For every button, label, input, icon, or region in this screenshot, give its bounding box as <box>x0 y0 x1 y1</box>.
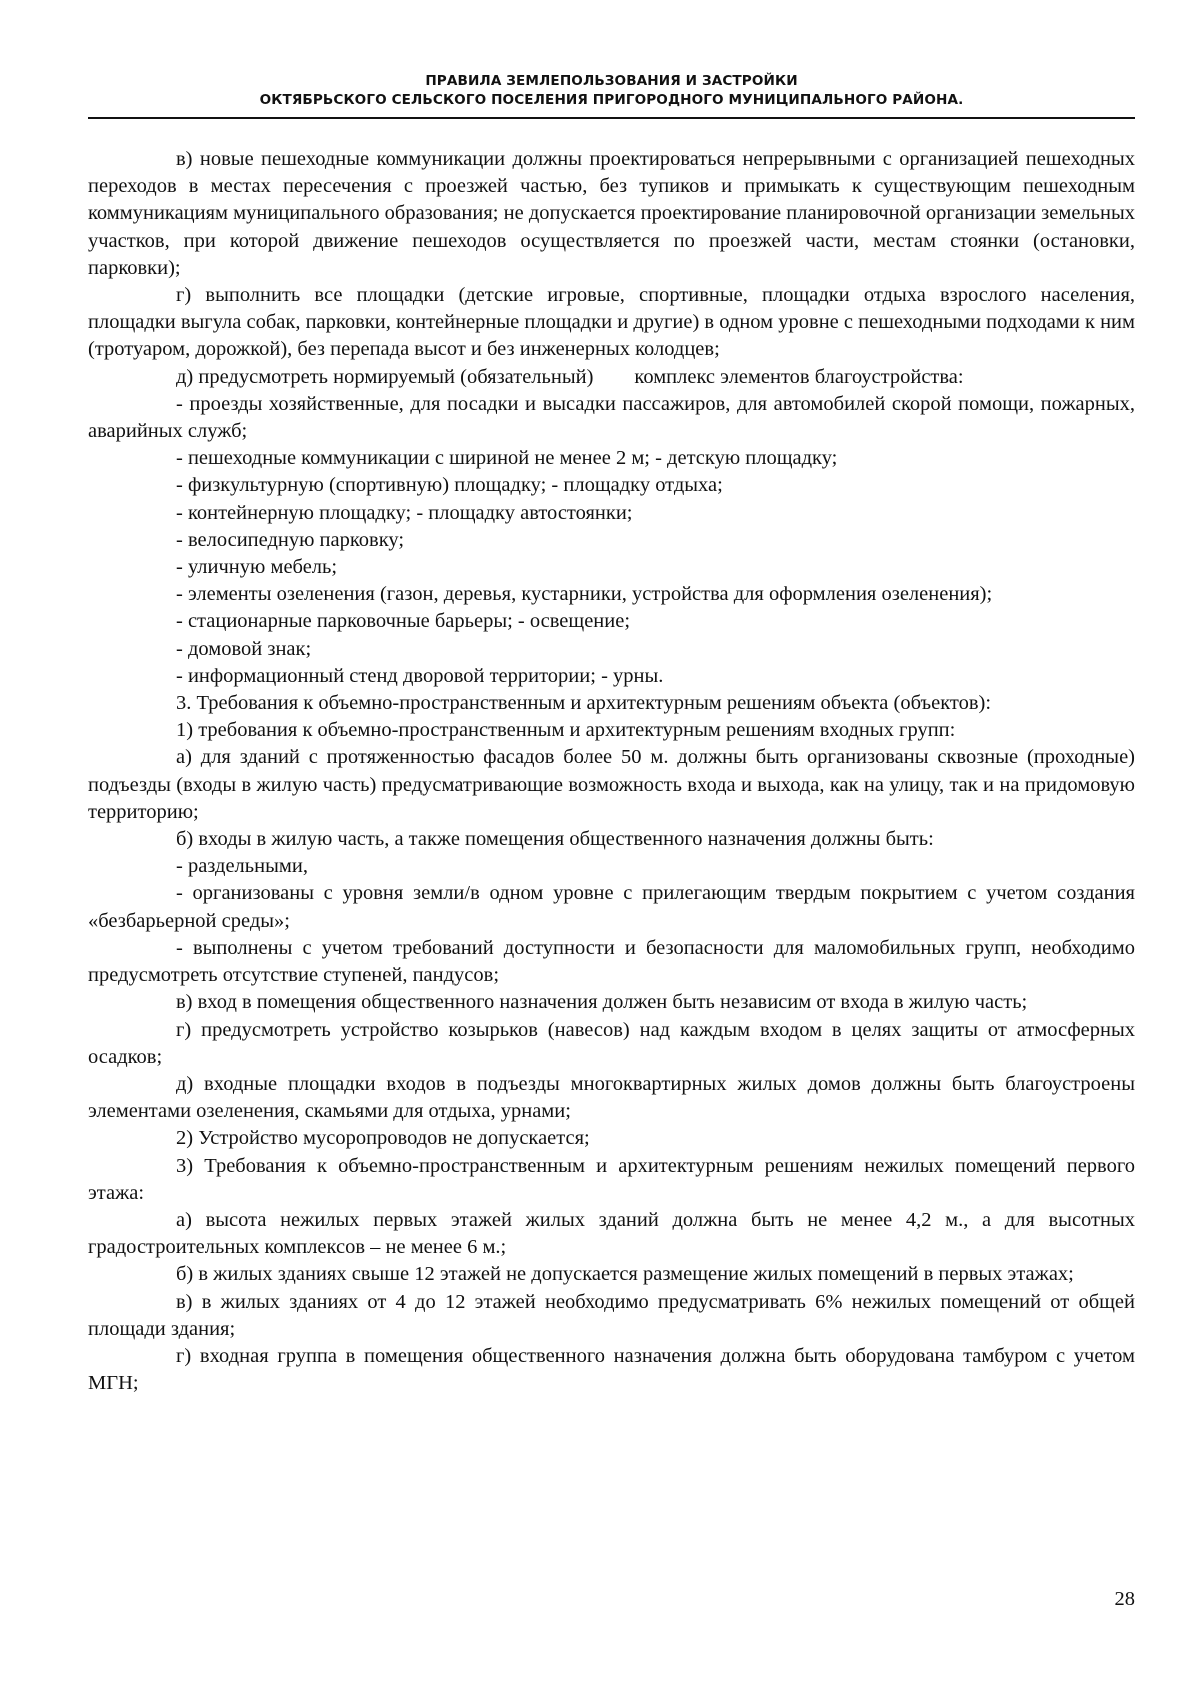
paragraph: д) входные площадки входов в подъезды многоквартирных жилых домов должны быть благоустроены элементами озеленения, скамьями для отдыха, урнами; <box>88 1072 1135 1123</box>
paragraph: г) предусмотреть устройство козырьков (навесов) над каждым входом в целях защиты от атмосферных осадков; <box>88 1018 1135 1068</box>
list-item: - организованы с уровня земли/в одном уровне с прилегающим твердым покрытием с учетом создания «безбарьерной среды»; <box>88 882 1135 932</box>
list-item: - пешеходные коммуникации с шириной не менее 2 м; - детскую площадку; <box>176 447 838 470</box>
paragraph: г) выполнить все площадки (детские игровые, спортивные, площадки отдыха взрослого населения, площадки выгула собак, парковки, контейнерные площадки и другие) в одном уровне с пешеходными подходами к ним (тротуаром, дорожкой), без перепада высот и без инженерных колодцев; <box>88 284 1135 361</box>
page-header <box>88 72 1135 110</box>
list-item: - домовой знак; <box>176 637 312 660</box>
list-item: - выполнены с учетом требований доступности и безопасности для маломобильных групп, необходимо предусмотреть отсутствие ступеней, пандусов; <box>88 936 1135 987</box>
paragraph: 2) Устройство мусоропроводов не допускается; <box>176 1127 590 1150</box>
section-heading: 3. Требования к объемно-пространственным и архитектурным решениям объекта (объектов): <box>176 692 992 715</box>
paragraph: б) в жилых зданиях свыше 12 этажей не допускается размещение жилых помещений в первых этажах; <box>176 1263 1074 1286</box>
paragraph: б) входы в жилую часть, а также помещения общественного назначения должны быть: <box>176 828 934 851</box>
document-body <box>88 146 1135 1397</box>
paragraph: а) для зданий с протяженностью фасадов более 50 м. должны быть организованы сквозные (проходные) подъезды (входы в жилую часть) предусматривающие возможность входа и выхода, как на улицу, так и на придомовую территорию; <box>88 746 1135 823</box>
paragraph: а) высота нежилых первых этажей жилых зданий должна быть не менее 4,2 м., а для высотных градостроительных комплексов – не менее 6 м.; <box>88 1208 1135 1259</box>
paragraph: 1) требования к объемно-пространственным и архитектурным решениям входных групп: <box>176 719 956 742</box>
header-line-2: ОКТЯБРЬСКОГО СЕЛЬСКОГО ПОСЕЛЕНИЯ ПРИГОРОДНОГО МУНИЦИПАЛЬНОГО РАЙОНА. <box>259 92 964 108</box>
list-item: - уличную мебель; <box>176 556 338 579</box>
list-item: - велосипедную парковку; <box>176 528 405 551</box>
header-divider <box>88 117 1135 119</box>
list-item: - стационарные парковочные барьеры; - освещение; <box>176 610 631 633</box>
paragraph: в) вход в помещения общественного назначения должен быть независим от входа в жилую часть; <box>176 991 1028 1014</box>
list-item: - элементы озеленения (газон, деревья, кустарники, устройства для оформления озеленения); <box>176 583 993 606</box>
list-item: - информационный стенд дворовой территории; - урны. <box>176 664 664 687</box>
header-line-1: ПРАВИЛА ЗЕМЛЕПОЛЬЗОВАНИЯ И ЗАСТРОЙКИ <box>425 73 798 89</box>
list-item: - контейнерную площадку; - площадку автостоянки; <box>176 501 633 524</box>
paragraph: 3) Требования к объемно-пространственным и архитектурным решениям нежилых помещений первого этажа: <box>88 1154 1135 1204</box>
list-item: - проезды хозяйственные, для посадки и высадки пассажиров, для автомобилей скорой помощи, пожарных, аварийных служб; <box>88 392 1135 443</box>
paragraph: д) предусмотреть нормируемый (обязательный) комплекс элементов благоустройства: <box>176 365 964 388</box>
list-item: - физкультурную (спортивную) площадку; - площадку отдыха; <box>176 474 723 497</box>
paragraph: в) в жилых зданиях от 4 до 12 этажей необходимо предусматривать 6% нежилых помещений от общей площади здания; <box>88 1290 1135 1340</box>
list-item: - раздельными, <box>176 855 308 878</box>
paragraph: в) новые пешеходные коммуникации должны проектироваться непрерывными с организацией пешеходных переходов в местах пересечения с проезжей частью, без тупиков и примыкать к существующим пешеходным коммуникациям муниципального образования; не допускается проектирование планировочной организации земельных участков, при которой движение пешеходов осуществляется по проезжей части, местам стоянки (остановки, парковки); <box>88 148 1135 279</box>
page-number: 28 <box>1114 1588 1135 1610</box>
paragraph: г) входная группа в помещения общественного назначения должна быть оборудована тамбуром с учетом МГН; <box>88 1344 1135 1395</box>
